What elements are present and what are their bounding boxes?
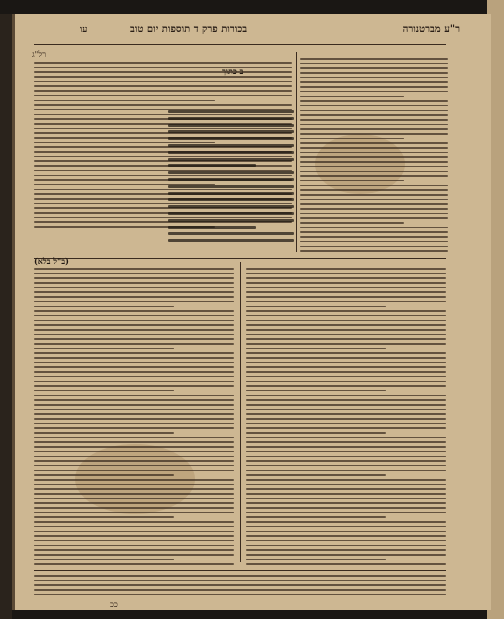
text-line [34, 451, 234, 453]
text-line [34, 488, 234, 490]
text-line [34, 474, 174, 476]
text-line [34, 381, 234, 383]
text-line [34, 507, 234, 509]
text-line [34, 423, 234, 425]
text-line [300, 246, 448, 248]
text-line [300, 124, 448, 126]
column-divider [240, 262, 241, 562]
text-line [168, 124, 294, 127]
text-line [300, 96, 404, 98]
text-line [300, 231, 448, 233]
mishna-text-block [168, 110, 294, 256]
text-line [300, 185, 448, 187]
text-line [246, 563, 446, 565]
gemara-marker: (ב"ל בלא) [34, 256, 69, 266]
text-line [34, 71, 292, 73]
text-line [34, 385, 234, 387]
text-line [34, 287, 234, 289]
text-line [34, 432, 174, 434]
text-line [246, 329, 446, 331]
text-line [168, 185, 294, 188]
text-line [246, 301, 446, 303]
text-line [246, 381, 446, 383]
text-line [34, 338, 234, 340]
text-line [300, 217, 448, 219]
text-line [246, 376, 446, 378]
commentary-lower-left [34, 268, 234, 568]
text-line [34, 563, 234, 565]
text-line [246, 540, 446, 542]
text-line [300, 72, 448, 74]
text-line [34, 404, 234, 406]
text-line [246, 395, 446, 397]
text-line [246, 526, 446, 528]
text-line [34, 465, 234, 467]
text-line [34, 584, 446, 586]
text-line [246, 456, 446, 458]
text-line [300, 67, 448, 69]
text-line [34, 362, 234, 364]
text-line [34, 277, 234, 279]
footer-rule [34, 570, 446, 571]
text-line [246, 507, 446, 509]
section-rule [34, 258, 446, 259]
text-line [300, 199, 448, 201]
text-line [168, 205, 294, 208]
footnote-block [34, 575, 446, 599]
text-line [300, 119, 448, 121]
catchword: ככ [110, 600, 118, 609]
book-spine [0, 14, 12, 619]
text-line [34, 282, 234, 284]
text-line [34, 479, 234, 481]
text-line [246, 291, 446, 293]
text-line [34, 559, 174, 561]
text-line [168, 232, 294, 235]
text-line [34, 357, 234, 359]
text-line [246, 343, 446, 345]
text-line [246, 484, 446, 486]
text-line [34, 315, 234, 317]
text-line [168, 178, 294, 181]
text-line [300, 58, 448, 60]
text-line [246, 366, 446, 368]
text-line [300, 100, 448, 102]
text-line [168, 137, 294, 140]
text-line [34, 531, 234, 533]
text-line [246, 441, 446, 443]
text-line [246, 451, 446, 453]
commentary-lower-right [246, 268, 446, 568]
text-line [34, 554, 234, 556]
text-line [246, 488, 446, 490]
text-line [34, 329, 234, 331]
text-line [246, 404, 446, 406]
text-line [34, 441, 234, 443]
text-line [34, 81, 292, 83]
text-line [34, 399, 234, 401]
text-line [300, 241, 448, 243]
text-line [168, 192, 294, 195]
text-line [246, 385, 446, 387]
text-line [246, 493, 446, 495]
text-line [246, 531, 446, 533]
text-line [34, 516, 174, 518]
text-line [34, 580, 446, 582]
text-line [34, 418, 234, 420]
text-line [300, 91, 448, 93]
text-line [246, 498, 446, 500]
text-line [34, 371, 234, 373]
running-head-page-number: עו [80, 25, 88, 35]
folio-mark: רל"ג [32, 50, 46, 59]
text-line [34, 427, 234, 429]
text-line [34, 390, 174, 392]
text-line [168, 158, 294, 161]
text-line [34, 85, 292, 87]
text-line [246, 409, 446, 411]
text-line [34, 268, 234, 270]
text-line [246, 502, 446, 504]
text-line [300, 227, 448, 229]
text-line [168, 198, 294, 201]
text-line [246, 446, 446, 448]
text-line [300, 166, 448, 168]
text-line [34, 320, 234, 322]
text-line [34, 535, 234, 537]
text-line [34, 498, 234, 500]
text-line [168, 117, 294, 120]
text-line [246, 371, 446, 373]
text-line [246, 437, 446, 439]
text-line [168, 164, 256, 167]
text-line [34, 456, 234, 458]
text-line [34, 545, 234, 547]
text-line [246, 432, 386, 434]
text-line [246, 324, 446, 326]
text-line [34, 324, 234, 326]
text-line [34, 575, 446, 577]
text-line [246, 554, 446, 556]
text-line [246, 357, 446, 359]
commentary-column-right [300, 58, 448, 258]
text-line [34, 395, 234, 397]
text-line [246, 306, 386, 308]
text-line [168, 144, 294, 147]
text-line [246, 296, 446, 298]
text-line [34, 366, 234, 368]
text-line [34, 100, 215, 102]
text-line [246, 474, 386, 476]
text-line [34, 62, 292, 64]
text-line [246, 512, 446, 514]
text-line [34, 594, 446, 596]
text-line [34, 460, 234, 462]
text-line [246, 549, 446, 551]
text-line [246, 273, 446, 275]
text-line [34, 437, 234, 439]
text-line [300, 133, 448, 135]
text-line [300, 175, 448, 177]
text-line [34, 310, 234, 312]
text-line [34, 90, 292, 92]
text-line [168, 239, 294, 242]
text-line [300, 203, 448, 205]
text-line [246, 310, 446, 312]
text-line [246, 418, 446, 420]
text-line [246, 268, 446, 270]
text-line [168, 171, 294, 174]
header-rule [34, 44, 446, 45]
text-line [34, 446, 234, 448]
text-line [34, 273, 234, 275]
text-line [168, 212, 294, 215]
text-line [34, 291, 234, 293]
text-line [34, 549, 234, 551]
text-line [34, 67, 292, 69]
text-line [300, 114, 448, 116]
text-line [300, 171, 448, 173]
text-line [34, 95, 292, 97]
text-line [34, 348, 174, 350]
text-line [34, 301, 234, 303]
text-line [246, 516, 386, 518]
text-line [168, 130, 294, 133]
text-line [300, 138, 404, 140]
text-line [300, 105, 448, 107]
text-line [300, 86, 448, 88]
text-line [246, 399, 446, 401]
mishna-opening-word: ב כתוך [222, 66, 244, 76]
text-line [246, 460, 446, 462]
text-line [34, 376, 234, 378]
text-line [34, 502, 234, 504]
text-line [34, 334, 234, 336]
text-line [246, 390, 386, 392]
text-line [300, 142, 448, 144]
text-line [300, 222, 404, 224]
text-line [246, 521, 446, 523]
text-line [246, 352, 446, 354]
text-line [300, 63, 448, 65]
text-line [246, 348, 386, 350]
text-line [34, 413, 234, 415]
text-line [246, 427, 446, 429]
text-line [246, 559, 386, 561]
running-head-right: ר"ע מברטנורה [402, 24, 460, 35]
text-line [168, 219, 294, 222]
text-line [300, 180, 404, 182]
text-line [246, 413, 446, 415]
text-line [300, 147, 448, 149]
text-line [168, 110, 294, 113]
running-head-title: בכורות פרק ד תוספות יום טוב [130, 24, 248, 35]
text-line [34, 484, 234, 486]
text-line [34, 296, 234, 298]
text-line [246, 470, 446, 472]
text-line [34, 521, 234, 523]
text-line [168, 226, 256, 229]
text-line [300, 161, 448, 163]
text-line [34, 104, 292, 106]
text-line [300, 250, 448, 252]
text-line [300, 213, 448, 215]
text-line [34, 512, 234, 514]
text-line [246, 362, 446, 364]
text-line [246, 334, 446, 336]
column-divider [296, 52, 297, 252]
text-line [246, 338, 446, 340]
text-line [246, 535, 446, 537]
text-line [34, 493, 234, 495]
text-line [246, 287, 446, 289]
text-line [246, 479, 446, 481]
text-line [34, 589, 446, 591]
text-line [34, 409, 234, 411]
text-line [300, 156, 448, 158]
text-line [300, 81, 448, 83]
text-line [246, 545, 446, 547]
text-line [246, 315, 446, 317]
text-line [34, 352, 234, 354]
text-line [246, 423, 446, 425]
text-line [300, 194, 448, 196]
text-line [300, 128, 448, 130]
text-line [34, 306, 174, 308]
text-line [300, 236, 448, 238]
text-line [34, 540, 234, 542]
text-line [300, 152, 448, 154]
text-line [246, 277, 446, 279]
text-line [300, 189, 448, 191]
text-line [246, 465, 446, 467]
text-line [34, 343, 234, 345]
text-line [300, 208, 448, 210]
text-line [34, 526, 234, 528]
text-line [34, 470, 234, 472]
text-line [34, 76, 292, 78]
text-line [246, 320, 446, 322]
text-line [168, 151, 294, 154]
text-line [300, 110, 448, 112]
text-line [300, 77, 448, 79]
text-line [246, 282, 446, 284]
